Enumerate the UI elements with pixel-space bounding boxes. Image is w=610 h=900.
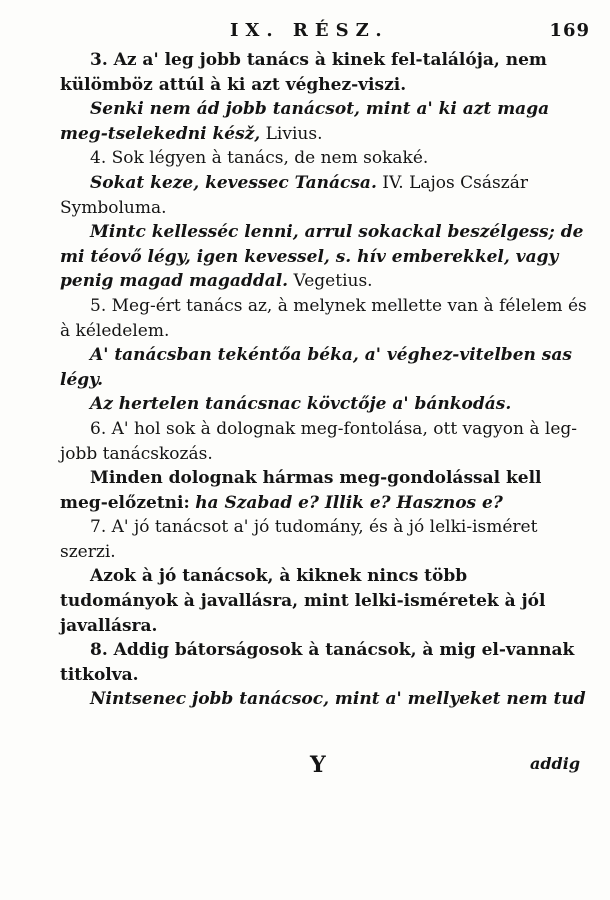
quote-beka-sas: A' tanácsban tekéntőa béka, a' véghez-vitelben sas légy. <box>60 345 572 390</box>
quote-hertelen: Az hertelen tanácsnac kövctője a' bánkodás. <box>90 394 512 415</box>
maxim-jo-tanacsok: Azok à jó tanácsok, à kiknek nincs több tudományok à javallásra, mint lelki-isméretek à jól javallásra. <box>60 566 546 636</box>
running-head: IX. RÉSZ. <box>230 20 389 41</box>
maxim-5: 5. Meg-ért tanács az, à melynek mellette van à félelem és à kéledelem. <box>60 295 587 341</box>
source-vegetius: Vegetius. <box>293 271 373 292</box>
signature-mark: Y <box>310 752 326 778</box>
source-symbolum: IV. Lajos Császár Symboluma. <box>60 172 528 218</box>
maxim-6: 6. A' hol sok à dolognak meg-fontolása, ott vagyon à leg-jobb tanácskozás. <box>60 418 578 464</box>
source-livius: Livius. <box>265 123 323 144</box>
catchword: addig <box>530 754 581 773</box>
maxim-8: 8. Addig bátorságosok à tanácsok, à mig el-vannak titkolva. <box>60 640 575 685</box>
maxim-harmas: Minden dolognak hármas meg-gondolással kell meg-előzetni: ha Szabad e? Illik e? Hasznos e? <box>60 468 542 513</box>
maxim-7: 7. A' jó tanácsot a' jó tudomány, és à jó lelki-isméret szerzi. <box>60 517 538 562</box>
page-number: 169 <box>549 20 590 41</box>
quote-nintsenec: Nintsenec jobb tanácsoc, mint a' mellyeket nem tud <box>90 689 586 710</box>
quote-symbolum: Sokat keze, kevessec Tanácsa. IV. Lajos Császár Symboluma. <box>60 172 528 218</box>
quote-livius: Senki nem ád jobb tanácsot, mint a' ki azt maga meg-tselekedni késž, Livius. <box>60 99 550 144</box>
page-header <box>60 20 590 46</box>
maxim-3: 3. Az a' leg jobb tanács à kinek fel-találója, nem külömböz attúl à ki azt véghez-viszi. <box>60 50 547 95</box>
quote-vegetius: Mintc kellesséc lenni, arrul sokackal beszélgess; de mi téovő légy, igen kevessel, s. hív emberekkel, vagy penig magad magaddal. Vegetius. <box>60 222 584 292</box>
harmas-questions: ha Szabad e? Illik e? Hasznos e? <box>195 492 503 513</box>
maxim-4: 4. Sok légyen à tanács, de nem sokaké. <box>90 148 429 169</box>
body-text <box>60 48 588 712</box>
